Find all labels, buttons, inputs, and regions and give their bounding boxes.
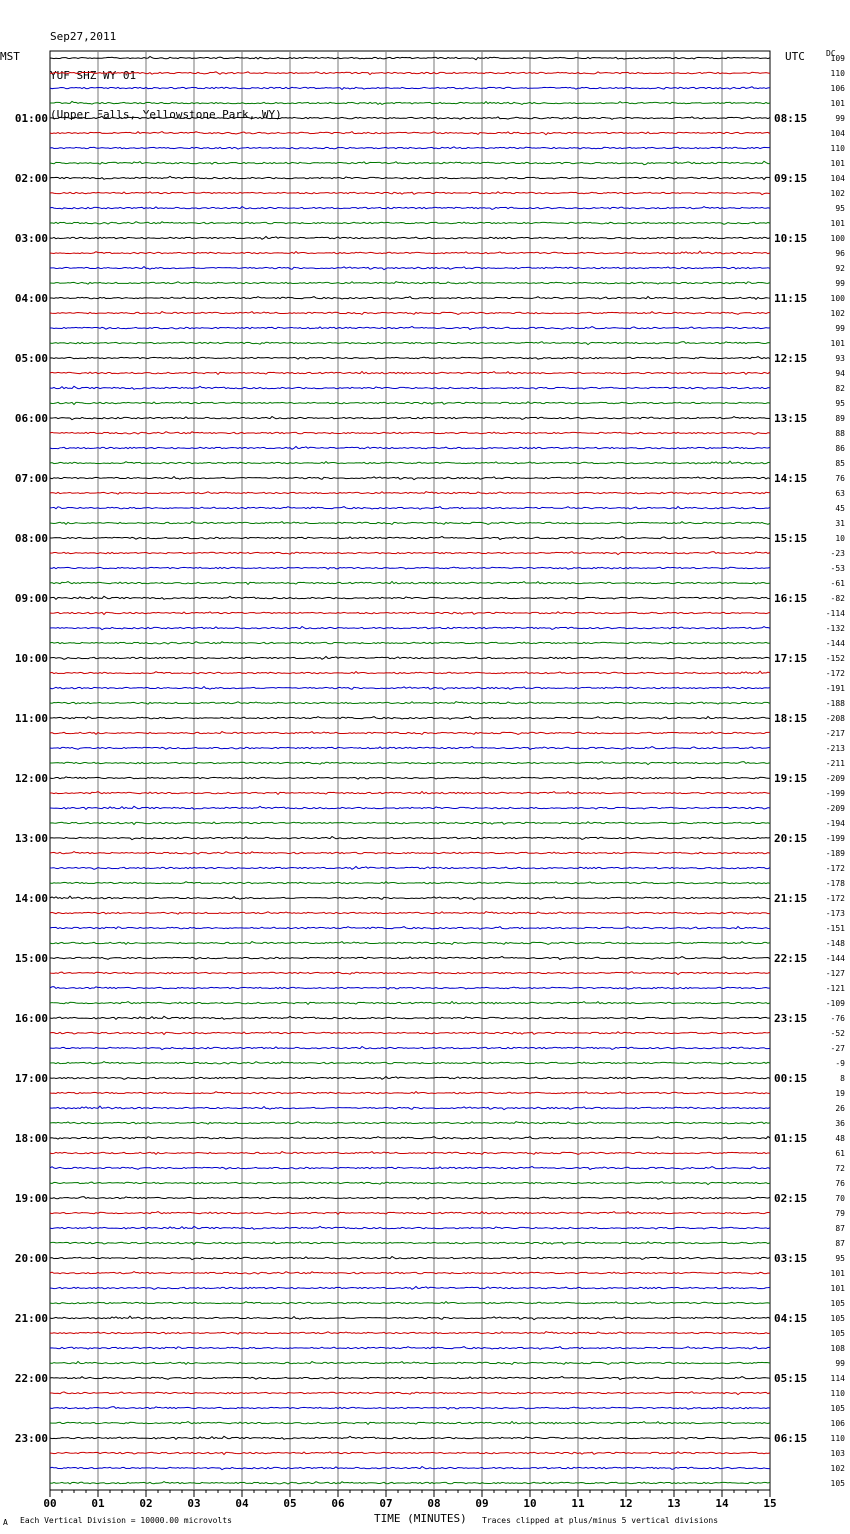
dc-offset-label: 19	[835, 1089, 845, 1098]
right-hour-label: 05:15	[774, 1372, 808, 1385]
dc-offset-label: 102	[830, 1464, 845, 1473]
dc-offset-label: -191	[825, 684, 845, 693]
dc-offset-label: -61	[830, 579, 845, 588]
right-hour-label: 12:15	[774, 352, 808, 365]
seismic-trace	[50, 206, 770, 209]
seismic-trace	[50, 386, 770, 389]
right-hour-label: 21:15	[774, 892, 808, 905]
seismic-trace	[50, 1452, 770, 1455]
seismic-trace	[50, 791, 770, 794]
seismic-trace	[50, 1226, 770, 1229]
seismic-trace	[50, 1286, 770, 1289]
seismic-trace	[50, 1362, 770, 1365]
vertical-division-note: Each Vertical Division = 10000.00 microvolts	[20, 1516, 232, 1525]
left-hour-label: 17:00	[14, 1072, 48, 1085]
right-hour-label: 04:15	[774, 1312, 808, 1325]
seismic-trace	[50, 642, 770, 644]
x-tick-label: 12	[619, 1497, 633, 1510]
dc-offset-label: 101	[830, 159, 845, 168]
dc-offset-label: 99	[835, 279, 845, 288]
dc-offset-label: -132	[825, 624, 845, 633]
left-hour-label: 05:00	[14, 352, 48, 365]
dc-offset-label: 93	[835, 354, 845, 363]
seismic-trace	[50, 1137, 770, 1140]
dc-offset-label: -208	[825, 714, 845, 723]
x-tick-label: 13	[667, 1497, 681, 1510]
dc-offset-label: 72	[835, 1164, 845, 1173]
dc-offset-label: -52	[830, 1029, 845, 1038]
right-hour-label: 18:15	[774, 712, 808, 725]
left-hour-label: 21:00	[14, 1312, 48, 1325]
dc-offset-label: 89	[835, 414, 845, 423]
dc-offset-label: 48	[835, 1134, 845, 1143]
dc-offset-label: 101	[830, 1284, 845, 1293]
x-tick-label: 00	[43, 1497, 57, 1510]
seismic-trace	[50, 176, 770, 179]
seismic-trace	[50, 656, 770, 659]
dc-offset-label: 105	[830, 1299, 845, 1308]
seismic-trace	[50, 147, 770, 149]
left-hour-label: 01:00	[14, 112, 48, 125]
dc-offset-label: -173	[825, 909, 845, 918]
seismic-trace	[50, 416, 770, 419]
left-hour-label: 20:00	[14, 1252, 48, 1265]
seismic-trace	[50, 1272, 770, 1274]
dc-offset-label: 100	[830, 234, 845, 243]
dc-offset-label: 103	[830, 1449, 845, 1458]
seismic-trace	[50, 1001, 770, 1004]
dc-offset-label: 76	[835, 1179, 845, 1188]
seismic-trace	[50, 282, 770, 285]
right-hour-label: 10:15	[774, 232, 808, 245]
seismic-trace	[50, 492, 770, 495]
left-hour-label: 02:00	[14, 172, 48, 185]
seismic-trace	[50, 777, 770, 779]
dc-offset-label: 45	[835, 504, 845, 513]
dc-offset-label: 101	[830, 219, 845, 228]
title-location: (Upper Falls, Yellowstone Park, WY)	[50, 108, 282, 121]
seismic-trace	[50, 822, 770, 825]
dc-offset-label: 108	[830, 1344, 845, 1353]
dc-offset-label: 109	[830, 54, 845, 63]
dc-offset-label: 110	[830, 1389, 845, 1398]
dc-offset-label: -172	[825, 669, 845, 678]
dc-offset-label: -178	[825, 879, 845, 888]
dc-offset-label: 88	[835, 429, 845, 438]
x-tick-label: 11	[571, 1497, 585, 1510]
dc-offset-label: -199	[825, 789, 845, 798]
corner-mark: A	[3, 1518, 8, 1527]
seismic-trace	[50, 1376, 770, 1379]
dc-offset-label: -152	[825, 654, 845, 663]
seismic-trace	[50, 956, 770, 959]
seismic-trace	[50, 72, 770, 75]
seismic-trace	[50, 927, 770, 930]
dc-offset-label: -151	[825, 924, 845, 933]
dc-offset-label: 31	[835, 519, 845, 528]
dc-offset-label: 94	[835, 369, 845, 378]
dc-offset-label: -23	[830, 549, 845, 558]
seismic-trace	[50, 461, 770, 464]
dc-offset-label: 105	[830, 1314, 845, 1323]
left-timezone-label: MST	[0, 50, 20, 63]
seismic-trace	[50, 1302, 770, 1304]
seismic-trace	[50, 1106, 770, 1110]
seismic-trace	[50, 1466, 770, 1469]
x-tick-label: 08	[427, 1497, 441, 1510]
seismic-trace	[50, 1166, 770, 1169]
dc-offset-label: 106	[830, 1419, 845, 1428]
dc-offset-label: 105	[830, 1479, 845, 1488]
dc-offset-label: -172	[825, 894, 845, 903]
right-hour-label: 03:15	[774, 1252, 808, 1265]
dc-offset-label: -199	[825, 834, 845, 843]
seismic-trace	[50, 87, 770, 90]
x-tick-label: 10	[523, 1497, 537, 1510]
seismic-trace	[50, 1332, 770, 1335]
seismic-trace	[50, 732, 770, 735]
seismic-trace	[50, 836, 770, 839]
seismic-trace	[50, 326, 770, 329]
clipping-note: Traces clipped at plus/minus 5 vertical divisions	[482, 1516, 719, 1525]
dc-offset-label: 96	[835, 249, 845, 258]
dc-offset-label: 100	[830, 294, 845, 303]
dc-offset-label: -148	[825, 939, 845, 948]
left-hour-label: 11:00	[14, 712, 48, 725]
dc-offset-label: 99	[835, 324, 845, 333]
dc-offset-label: 95	[835, 1254, 845, 1263]
seismic-trace	[50, 1197, 770, 1200]
right-hour-label: 13:15	[774, 412, 808, 425]
dc-offset-label: 95	[835, 399, 845, 408]
dc-offset-label: 36	[835, 1119, 845, 1128]
x-tick-label: 09	[475, 1497, 489, 1510]
dc-offset-label: -172	[825, 864, 845, 873]
seismic-trace	[50, 687, 770, 690]
seismic-trace	[50, 192, 770, 195]
title-date: Sep27,2011	[50, 30, 117, 43]
seismic-trace	[50, 1076, 770, 1079]
seismic-trace	[50, 101, 770, 104]
dc-offset-label: 102	[830, 189, 845, 198]
seismic-trace	[50, 596, 770, 599]
seismic-trace	[50, 297, 770, 300]
seismic-trace	[50, 1407, 770, 1410]
seismic-trace	[50, 477, 770, 480]
dc-offset-label: -194	[825, 819, 845, 828]
seismic-trace	[50, 446, 770, 449]
right-hour-label: 00:15	[774, 1072, 808, 1085]
left-hour-label: 04:00	[14, 292, 48, 305]
left-hour-label: 10:00	[14, 652, 48, 665]
right-hour-label: 06:15	[774, 1432, 808, 1445]
left-hour-label: 22:00	[14, 1372, 48, 1385]
seismic-trace	[50, 567, 770, 569]
dc-offset-label: 95	[835, 204, 845, 213]
dc-offset-label: 105	[830, 1329, 845, 1338]
dc-offset-label: 87	[835, 1239, 845, 1248]
plot-frame	[50, 51, 770, 1490]
seismic-trace	[50, 1392, 770, 1395]
dc-offset-label: 104	[830, 129, 845, 138]
dc-offset-label: -188	[825, 699, 845, 708]
seismic-trace	[50, 581, 770, 584]
right-hour-label: 08:15	[774, 112, 808, 125]
seismic-trace	[50, 371, 770, 374]
dc-offset-label: 101	[830, 339, 845, 348]
right-hour-label: 09:15	[774, 172, 808, 185]
seismic-trace	[50, 1256, 770, 1259]
dc-offset-label: -213	[825, 744, 845, 753]
seismic-trace	[50, 552, 770, 555]
x-tick-label: 14	[715, 1497, 729, 1510]
left-hour-label: 13:00	[14, 832, 48, 845]
dc-offset-label: -121	[825, 984, 845, 993]
dc-offset-label: -109	[825, 999, 845, 1008]
seismic-trace	[50, 626, 770, 629]
seismic-trace	[50, 251, 770, 254]
x-axis-label: TIME (MINUTES)	[374, 1512, 467, 1525]
seismic-trace	[50, 312, 770, 315]
x-tick-label: 04	[235, 1497, 249, 1510]
x-tick-label: 07	[379, 1497, 393, 1510]
seismic-trace	[50, 972, 770, 975]
right-hour-label: 17:15	[774, 652, 808, 665]
seismic-trace	[50, 1316, 770, 1320]
seismic-trace	[50, 522, 770, 525]
seismic-trace	[50, 1152, 770, 1155]
seismic-trace	[50, 1347, 770, 1350]
right-hour-label: 15:15	[774, 532, 808, 545]
seismic-trace	[50, 1436, 770, 1439]
dc-offset-label: 26	[835, 1104, 845, 1113]
dc-offset-label: -76	[830, 1014, 845, 1023]
right-hour-label: 19:15	[774, 772, 808, 785]
dc-offset-label: 70	[835, 1194, 845, 1203]
x-tick-label: 02	[139, 1497, 153, 1510]
left-hour-label: 23:00	[14, 1432, 48, 1445]
dc-offset-label: -82	[830, 594, 845, 603]
seismic-trace	[50, 507, 770, 510]
dc-offset-label: -144	[825, 954, 845, 963]
x-tick-label: 15	[763, 1497, 777, 1510]
seismic-trace	[50, 942, 770, 945]
dc-offset-label: 110	[830, 1434, 845, 1443]
seismic-trace	[50, 762, 770, 765]
dc-offset-label: 99	[835, 1359, 845, 1368]
seismic-trace	[50, 116, 770, 119]
dc-offset-label: -217	[825, 729, 845, 738]
dc-offset-label: -189	[825, 849, 845, 858]
dc-offset-label: 8	[840, 1074, 845, 1083]
seismic-trace	[50, 806, 770, 809]
seismic-trace	[50, 866, 770, 869]
x-tick-label: 06	[331, 1497, 345, 1510]
dc-offset-label: 63	[835, 489, 845, 498]
dc-offset-label: 86	[835, 444, 845, 453]
dc-offset-label: -209	[825, 774, 845, 783]
dc-offset-label: 104	[830, 174, 845, 183]
dc-offset-label: 79	[835, 1209, 845, 1218]
seismic-trace	[50, 1046, 770, 1049]
seismic-trace	[50, 912, 770, 915]
seismic-trace	[50, 746, 770, 749]
right-hour-label: 22:15	[774, 952, 808, 965]
left-hour-label: 03:00	[14, 232, 48, 245]
x-tick-label: 01	[91, 1497, 105, 1510]
seismic-trace	[50, 1062, 770, 1064]
dc-offset-label: 102	[830, 309, 845, 318]
seismic-trace	[50, 536, 770, 539]
dc-offset-label: 76	[835, 474, 845, 483]
right-hour-label: 01:15	[774, 1132, 808, 1145]
left-hour-label: 15:00	[14, 952, 48, 965]
left-hour-label: 16:00	[14, 1012, 48, 1025]
seismic-trace	[50, 432, 770, 435]
dc-offset-label: 110	[830, 69, 845, 78]
left-hour-label: 09:00	[14, 592, 48, 605]
dc-offset-label: 101	[830, 99, 845, 108]
dc-offset-label: 10	[835, 534, 845, 543]
dc-offset-label: 101	[830, 1269, 845, 1278]
left-hour-label: 08:00	[14, 532, 48, 545]
dc-offset-label: -9	[835, 1059, 845, 1068]
left-hour-label: 12:00	[14, 772, 48, 785]
right-hour-label: 02:15	[774, 1192, 808, 1205]
dc-offset-label: 114	[830, 1374, 845, 1383]
seismic-trace	[50, 702, 770, 705]
seismic-trace	[50, 671, 770, 674]
seismic-trace	[50, 1016, 770, 1019]
left-hour-label: 07:00	[14, 472, 48, 485]
right-hour-label: 23:15	[774, 1012, 808, 1025]
seismic-trace	[50, 882, 770, 884]
left-hour-label: 14:00	[14, 892, 48, 905]
seismic-trace	[50, 896, 770, 900]
dc-offset-label: 85	[835, 459, 845, 468]
seismic-trace	[50, 1421, 770, 1424]
dc-offset-label: 99	[835, 114, 845, 123]
right-timezone-label: UTC	[785, 50, 805, 63]
dc-offset-label: -144	[825, 639, 845, 648]
left-hour-label: 06:00	[14, 412, 48, 425]
left-hour-label: 18:00	[14, 1132, 48, 1145]
right-hour-label: 16:15	[774, 592, 808, 605]
dc-offset-label: 92	[835, 264, 845, 273]
seismic-trace	[50, 161, 770, 164]
x-tick-label: 03	[187, 1497, 201, 1510]
seismic-trace	[50, 236, 770, 239]
seismic-trace	[50, 1211, 770, 1214]
title-station: YUF SHZ WY 01	[50, 69, 137, 82]
dc-offset-label: -53	[830, 564, 845, 573]
seismic-trace	[50, 852, 770, 854]
seismic-trace	[50, 612, 770, 615]
seismic-trace	[50, 132, 770, 135]
dc-offset-label: 110	[830, 144, 845, 153]
dc-offset-label: 61	[835, 1149, 845, 1158]
seismic-trace	[50, 222, 770, 225]
right-hour-label: 14:15	[774, 472, 808, 485]
seismic-trace	[50, 1122, 770, 1125]
dc-offset-label: 105	[830, 1404, 845, 1413]
right-hour-label: 11:15	[774, 292, 808, 305]
seismic-trace	[50, 267, 770, 270]
seismic-trace	[50, 1242, 770, 1245]
seismic-trace	[50, 1182, 770, 1185]
seismic-trace	[50, 1032, 770, 1035]
x-tick-label: 05	[283, 1497, 297, 1510]
seismic-trace	[50, 402, 770, 405]
seismic-trace	[50, 342, 770, 345]
dc-offset-label: -127	[825, 969, 845, 978]
seismic-trace	[50, 1092, 770, 1094]
seismic-trace	[50, 717, 770, 720]
dc-offset-header: DC	[826, 49, 836, 58]
left-hour-label: 19:00	[14, 1192, 48, 1205]
dc-offset-label: 106	[830, 84, 845, 93]
dc-offset-label: -27	[830, 1044, 845, 1053]
dc-offset-label: -209	[825, 804, 845, 813]
dc-offset-label: 82	[835, 384, 845, 393]
right-hour-label: 20:15	[774, 832, 808, 845]
seismic-trace	[50, 56, 770, 59]
dc-offset-label: 87	[835, 1224, 845, 1233]
seismic-trace	[50, 1482, 770, 1484]
seismic-trace	[50, 987, 770, 990]
seismic-trace	[50, 357, 770, 360]
dc-offset-label: -114	[825, 609, 845, 618]
dc-offset-label: -211	[825, 759, 845, 768]
